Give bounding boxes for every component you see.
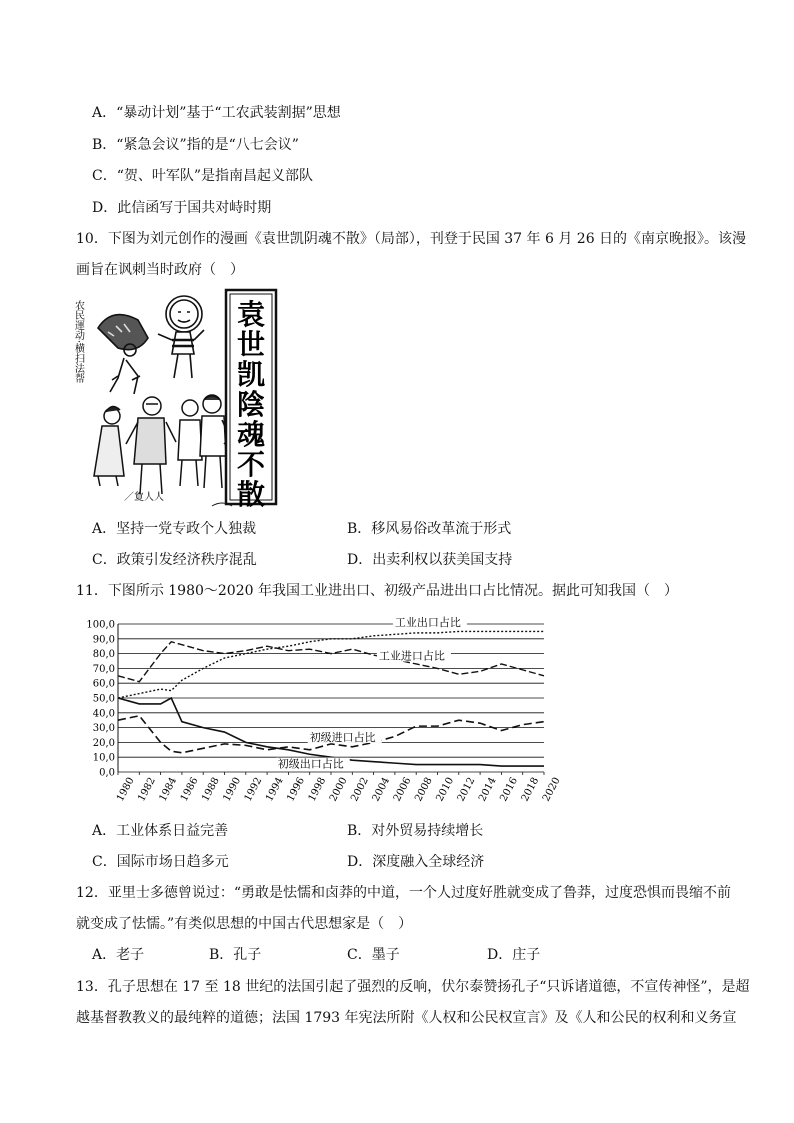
y-tick-label: 50,0: [92, 693, 115, 705]
q12-option-c: C．墨子: [347, 947, 400, 963]
series-label: 工业出口占比: [394, 616, 461, 630]
q12-option-a: A．老子: [92, 947, 145, 963]
y-tick-label: 90,0: [92, 634, 115, 646]
x-tick-label: 1998: [306, 775, 329, 804]
q11-option-c: C．国际市场日趋多元: [92, 854, 229, 870]
x-tick-label: 1990: [221, 775, 244, 804]
q10-stem: 10．下图为刘元创作的漫画《袁世凯阴魂不散》（局部），刊登于民国 37 年 6 月 26 日的《南京晚报》。该漫: [76, 231, 747, 247]
cartoon-title-char: 不: [236, 448, 266, 481]
cartoon-bottom-figures: [94, 395, 230, 494]
q12-stem-cont: 就变成了怯懦。”有类似思想的中国古代思想家是（ ）: [76, 916, 413, 932]
cartoon-signature: ／夐人人: [124, 492, 164, 503]
q12-option-d: D．庄子: [487, 947, 541, 963]
q10-option-d: D．出卖利权以获美国支持: [347, 552, 513, 568]
cartoon-title-char: 陰: [236, 388, 266, 421]
q10-option-a: A．坚持一党专政个人独裁: [92, 521, 257, 537]
y-tick-label: 20,0: [92, 737, 115, 749]
x-tick-label: 1988: [200, 775, 222, 804]
x-tick-label: 1984: [157, 775, 180, 804]
series-label: 工业进口占比: [378, 649, 445, 663]
q9-option-a: A．“暴动计划”基于“工农武装割据”思想: [92, 105, 341, 121]
q11-option-a: A．工业体系日益完善: [92, 823, 229, 839]
cartoon-title-char: 魂: [236, 418, 266, 451]
x-tick-label: 2010: [434, 775, 457, 804]
cartoon-side-text: 农民運动·横扫法帮: [72, 300, 84, 384]
y-tick-label: 60,0: [92, 678, 115, 690]
x-tick-label: 2008: [413, 775, 435, 804]
cartoon-top-figures: [98, 296, 204, 394]
q9-option-c: C．“贺、叶军队”是指南昌起义部队: [92, 168, 314, 184]
q9-option-d: D．此信函写于国共对峙时期: [92, 200, 272, 216]
y-tick-label: 40,0: [92, 708, 115, 720]
q10-stem-cont: 画旨在讽刺当时政府（ ）: [76, 262, 244, 278]
x-tick-label: 2002: [349, 775, 371, 804]
x-tick-label: 2014: [477, 775, 499, 804]
x-tick-label: 2004: [370, 775, 393, 804]
y-tick-label: 30,0: [92, 723, 115, 735]
x-tick-label: 1992: [242, 775, 265, 804]
cartoon-title-char: 凯: [236, 358, 266, 391]
series-line: [118, 631, 544, 698]
cartoon-title-char: 袁: [236, 298, 266, 331]
cartoon-title-char: 世: [236, 328, 266, 361]
trade-share-chart: [78, 616, 563, 818]
y-tick-label: 70,0: [92, 663, 115, 675]
series-line: [118, 642, 544, 682]
y-tick-label: 10,0: [92, 752, 115, 764]
q11-option-d: D．深度融入全球经济: [347, 854, 485, 870]
x-tick-label: 2020: [540, 775, 563, 804]
x-tick-label: 2000: [327, 775, 350, 804]
x-tick-label: 1986: [178, 775, 201, 804]
q11-option-b: B．对外贸易持续增长: [347, 823, 484, 839]
x-tick-label: 2016: [498, 775, 520, 804]
q10-option-c: C．政策引发经济秩序混乱: [92, 552, 257, 568]
cartoon-title-char: 散: [236, 478, 266, 511]
cartoon-drawing: [72, 288, 278, 510]
y-tick-label: 100,0: [86, 619, 115, 631]
q12-stem: 12．亚里士多德曾说过：“勇敢是怯懦和卤莽的中道，一个人过度好胜就变成了鲁莽，过度恐惧而畏缩不前: [76, 885, 731, 901]
q12-option-b: B．孔子: [209, 947, 262, 963]
cartoon-image: [72, 288, 278, 510]
x-tick-label: 1982: [136, 775, 158, 804]
q11-stem: 11．下图所示 1980～2020 年我国工业进出口、初级产品进出口占比情况。据此可知我国（ ）: [76, 583, 678, 599]
x-tick-label: 2018: [519, 775, 542, 804]
y-tick-label: 0,0: [99, 767, 115, 779]
series-label: 初级进口占比: [309, 730, 376, 744]
y-tick-label: 80,0: [92, 649, 115, 661]
x-tick-label: 2012: [455, 775, 478, 804]
q13-stem-cont: 越基督教教义的最纯粹的道德；法国 1793 年宪法所附《人权和公民权宣言》及《人和公民的权利和义务宣: [76, 1010, 737, 1026]
q13-stem: 13．孔子思想在 17 至 18 世纪的法国引起了强烈的反响，伏尔泰赞扬孔子“只诉诸道德，不宣传神怪”，是超: [76, 979, 750, 995]
cartoon-title: [237, 298, 265, 511]
q10-option-b: B．移风易俗改革流于形式: [347, 521, 512, 537]
q9-option-b: B．“紧急会议”指的是“八七会议”: [92, 137, 299, 153]
x-tick-label: 2006: [391, 775, 414, 804]
x-tick-label: 1996: [285, 775, 307, 804]
x-tick-label: 1980: [114, 775, 137, 804]
x-tick-label: 1994: [264, 775, 286, 804]
trade-share-chart-svg: [78, 616, 563, 818]
series-label: 初级出口占比: [277, 757, 344, 771]
